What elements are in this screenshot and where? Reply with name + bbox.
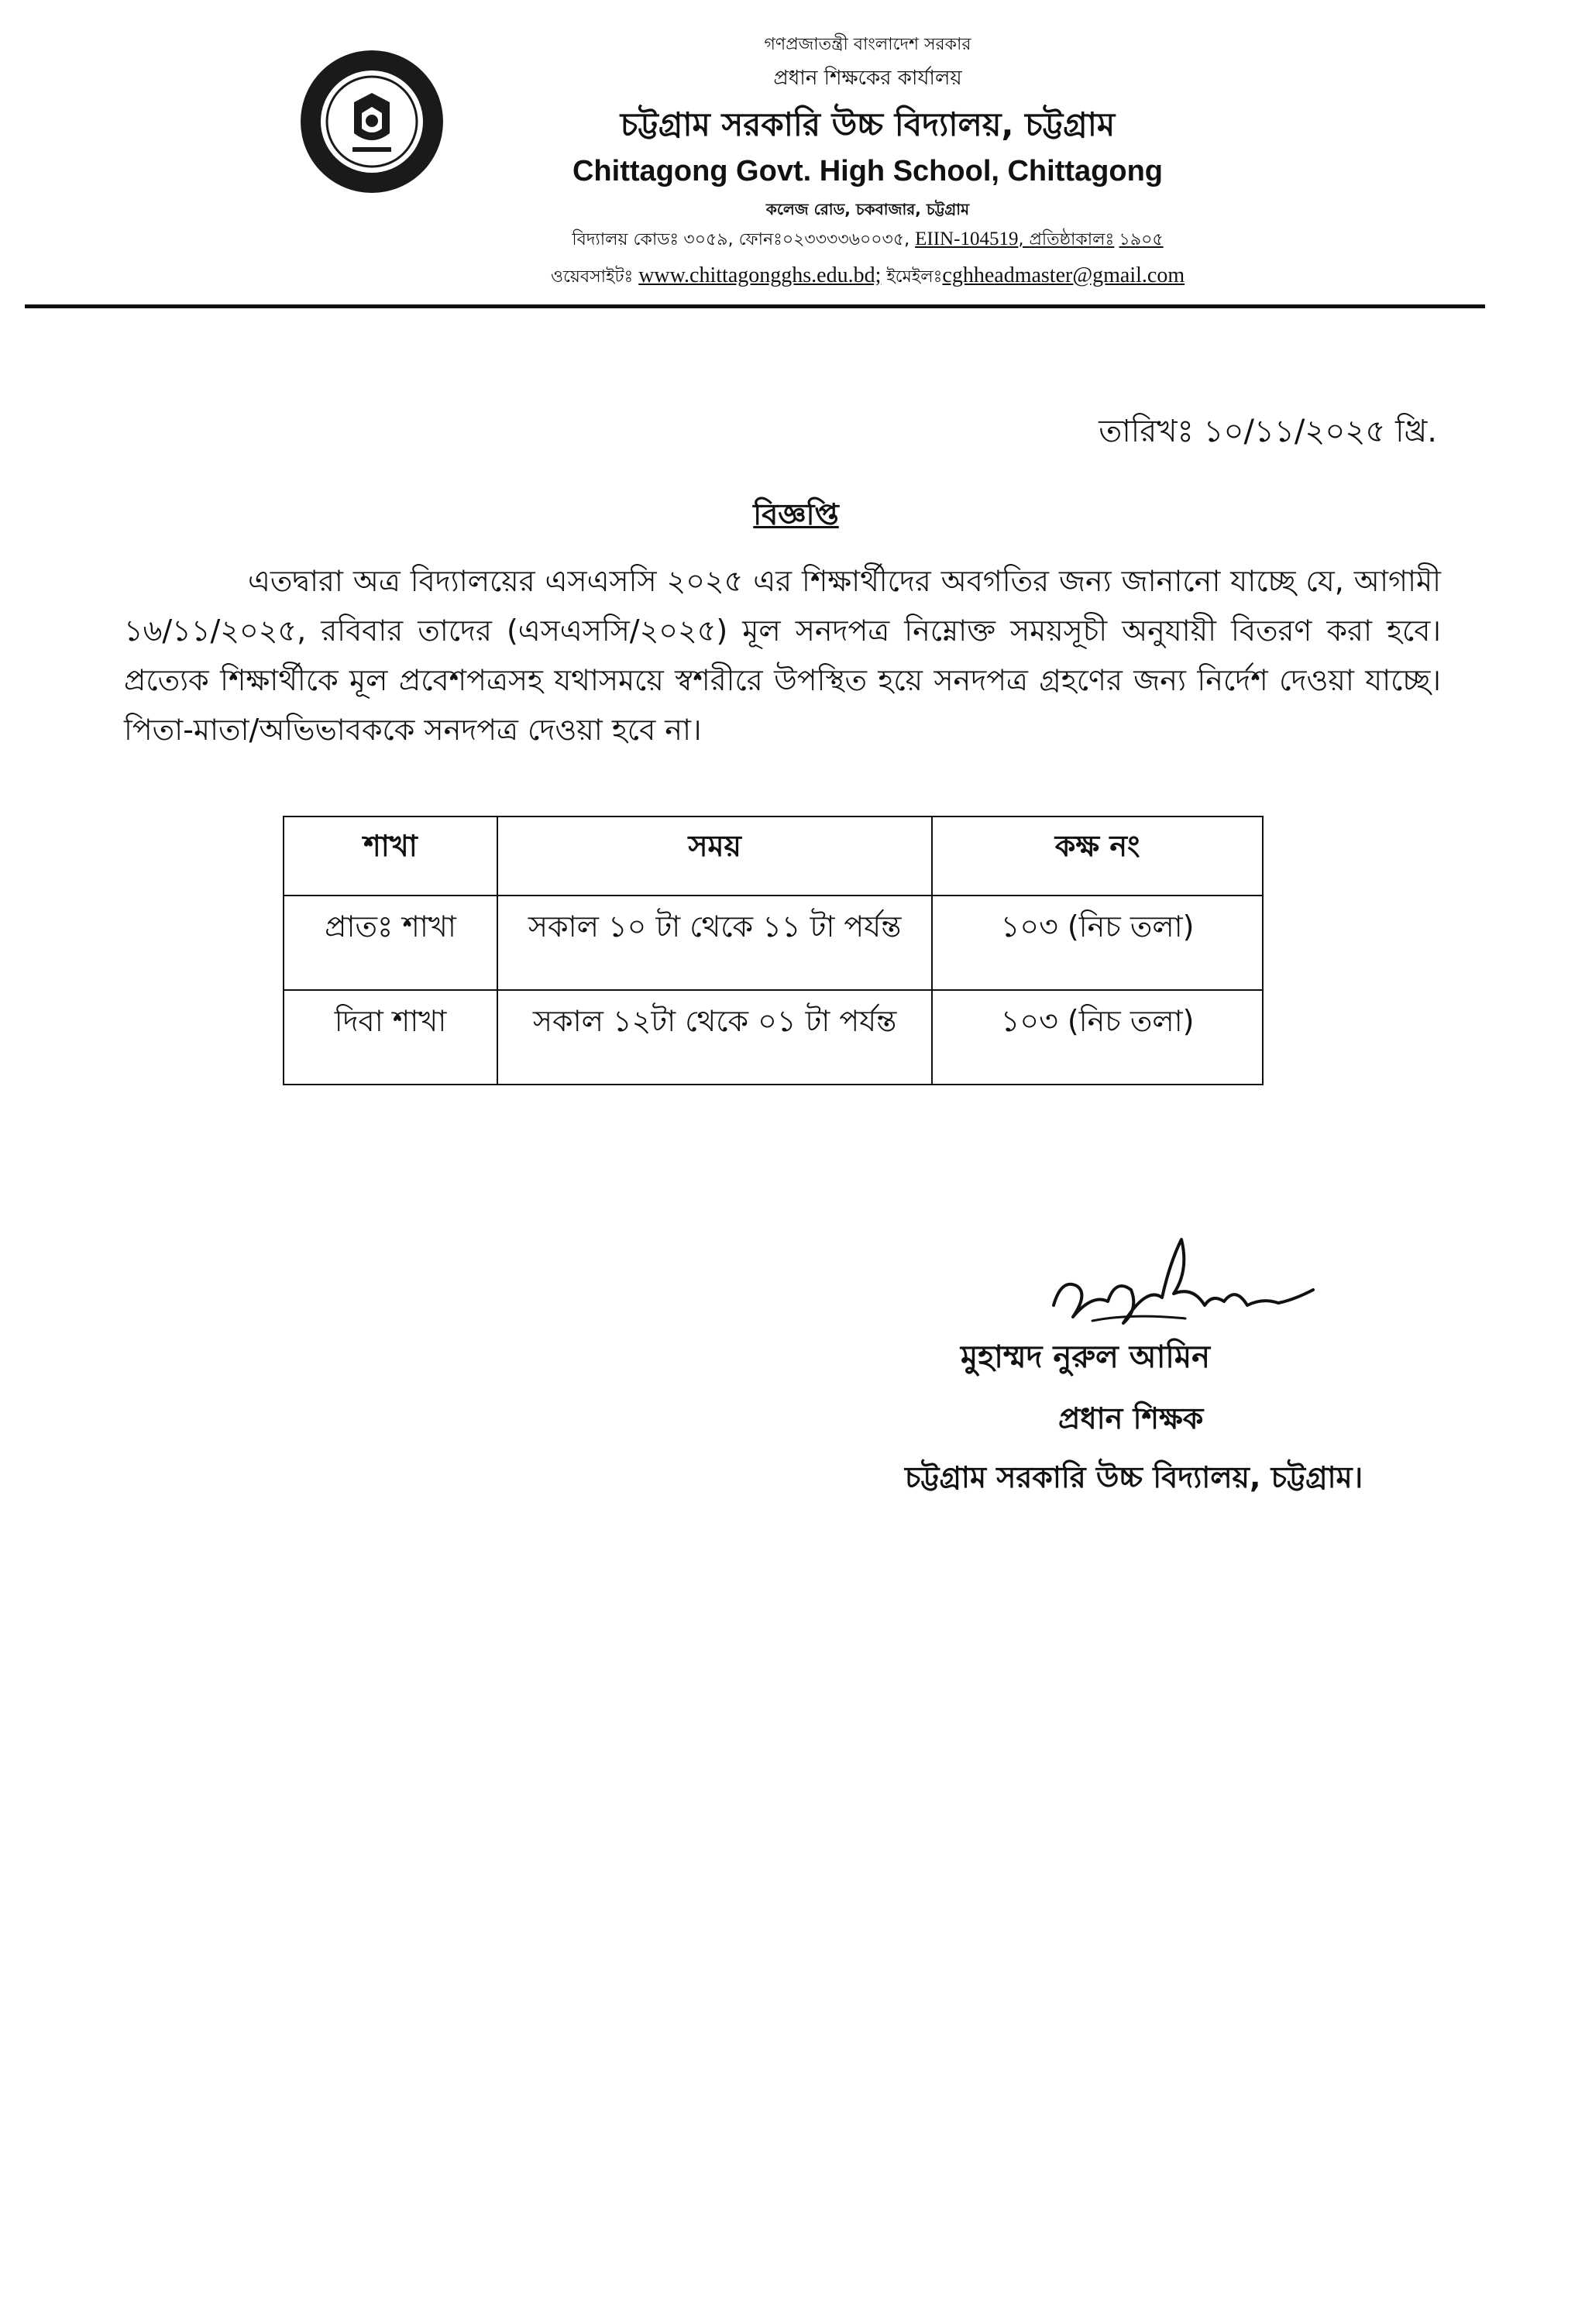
school-name-bn: চট্টগ্রাম সরকারি উচ্চ বিদ্যালয়, চট্টগ্রাম bbox=[620, 105, 1116, 143]
signatory-name: মুহাম্মদ নুরুল আমিন bbox=[961, 1339, 1210, 1375]
contact-line: বিদ্যালয় কোডঃ ৩০৫৯, ফোনঃ০২৩৩৩৩৬০০৩৫, EIIN-104519, প্রতিষ্ঠাকালঃ ১৯০৫ bbox=[572, 229, 1164, 249]
signatory-school: চট্টগ্রাম সরকারি উচ্চ বিদ্যালয়, চট্টগ্রাম। bbox=[905, 1460, 1363, 1494]
signature-icon bbox=[1046, 1232, 1325, 1340]
signatory-title: প্রধান শিক্ষক bbox=[1058, 1401, 1204, 1435]
established-year: ১৯০৫ bbox=[1119, 230, 1164, 249]
govt-line: গণপ্রজাতন্ত্রী বাংলাদেশ সরকার bbox=[764, 35, 971, 54]
web-line bbox=[403, 263, 1332, 292]
table-header-row bbox=[284, 816, 1263, 896]
school-code: ৩০৫৯ bbox=[683, 230, 728, 249]
website-label: ওয়েবসাইটঃ bbox=[550, 267, 634, 287]
school-name-en: Chittagong Govt. High School, Chittagong bbox=[572, 155, 1163, 187]
established-label: প্রতিষ্ঠাকালঃ bbox=[1029, 230, 1115, 249]
office-line: প্রধান শিক্ষকের কার্যালয় bbox=[773, 67, 962, 90]
table-row bbox=[284, 990, 1263, 1085]
cell-time: সকাল ১০ টা থেকে ১১ টা পর্যন্ত bbox=[497, 896, 932, 990]
school-code-label: বিদ্যালয় কোডঃ bbox=[572, 230, 679, 249]
header-time: সময় bbox=[497, 816, 932, 896]
email-link[interactable]: cghheadmaster@gmail.com bbox=[942, 263, 1185, 287]
phone-label: ফোনঃ bbox=[738, 230, 782, 249]
eiin-number: EIIN-104519 bbox=[915, 229, 1019, 249]
header-shift: শাখা bbox=[284, 816, 497, 896]
email-label: ইমেইলঃ bbox=[886, 267, 943, 287]
notice-date: তারিখঃ ১০/১১/২০২৫ খ্রি. bbox=[1099, 414, 1437, 449]
header-room: কক্ষ নং bbox=[932, 816, 1263, 896]
notice-body: এতদ্বারা অত্র বিদ্যালয়ের এসএসসি ২০২৫ এর শিক্ষার্থীদের অবগতির জন্য জানানো যাচ্ছে যে, আগামী ১৬/১১/২০২৫, রবিবার তাদের (এসএসসি/২০২৫) মূল সনদপত্র নিম্নোক্ত সময়সূচী অনুযায়ী বিতরণ করা হবে। প্রত্যেক শিক্ষার্থীকে মূল প্রবেশপত্রসহ যথাসময়ে স্বশরীরে উপস্থিত হয়ে সনদপত্র গ্রহণের জন্য নির্দেশ দেওয়া যাচ্ছে। পিতা-মাতা/অভিভাবককে সনদপত্র দেওয়া হবে না। bbox=[124, 564, 1441, 747]
cell-room: ১০৩ (নিচ তলা) bbox=[932, 990, 1263, 1085]
website-link[interactable]: www.chittagongghs.edu.bd; bbox=[638, 263, 882, 287]
notice-title-text: বিজ্ঞপ্তি bbox=[753, 497, 839, 531]
cell-shift: প্রাতঃ শাখা bbox=[284, 896, 497, 990]
cell-room: ১০৩ (নিচ তলা) bbox=[932, 896, 1263, 990]
notice-title bbox=[0, 492, 1592, 541]
school-address: কলেজ রোড, চকবাজার, চট্টগ্রাম bbox=[765, 200, 970, 218]
table-row bbox=[284, 896, 1263, 990]
phone-number: ০২৩৩৩৩৬০০৩৫ bbox=[782, 230, 905, 249]
cell-time: সকাল ১২টা থেকে ০১ টা পর্যন্ত bbox=[497, 990, 932, 1085]
cell-shift: দিবা শাখা bbox=[284, 990, 497, 1085]
schedule-table bbox=[283, 816, 1264, 1085]
header-divider bbox=[25, 304, 1485, 308]
